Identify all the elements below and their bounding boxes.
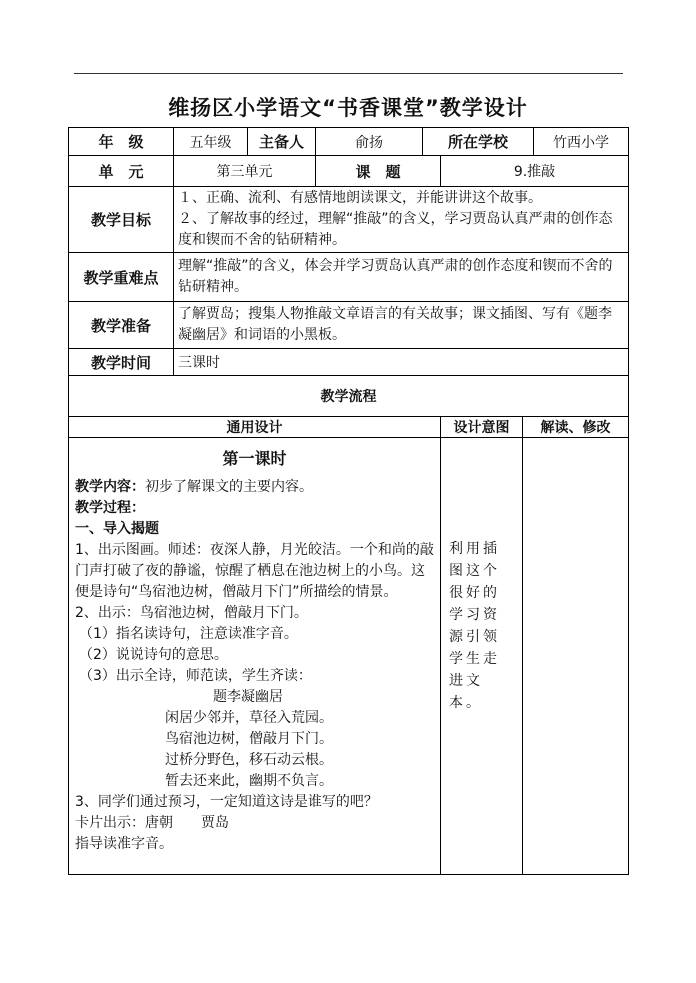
topic-value: 9.推敲 <box>441 156 629 187</box>
info-row-1 <box>69 128 629 156</box>
flow-heading: 教学流程 <box>69 376 629 417</box>
design-intent-content: 利用插图这个很好的学习资源引领学生走进文本。 <box>441 438 523 875</box>
flow-heading-row <box>69 376 629 417</box>
goal-item: ２、了解故事的经过，理解“推敲”的含义，学习贾岛认真严肃的创作态度和锲而不舍的钻研精神。 <box>178 211 613 248</box>
goals-label: 教学目标 <box>69 187 174 253</box>
lesson-plan-table <box>68 127 629 875</box>
goals-row <box>69 187 629 253</box>
preparation-row <box>69 302 629 349</box>
time-row <box>69 349 629 376</box>
general-design-content <box>69 438 441 875</box>
poem-line: 闲居少邻并，草径入荒园。 <box>165 710 333 726</box>
poem-line: 鸟宿池边树，僧敲月下门。 <box>165 731 333 747</box>
notes-content <box>523 438 629 875</box>
lesson-title: 第一课时 <box>222 449 287 468</box>
column-header-row <box>69 417 629 438</box>
key-points-row <box>69 253 629 302</box>
step-2-1: （1）指名读诗句，注意读准字音。 <box>79 626 298 642</box>
content-line <box>75 477 434 498</box>
info-row-2 <box>69 156 629 187</box>
grade-label: 年 级 <box>69 128 174 156</box>
step-2-2: （2）说说诗句的意思。 <box>79 647 228 663</box>
lesson-body-row <box>69 438 629 875</box>
preparer-label: 主备人 <box>248 128 316 156</box>
topic-label: 课 题 <box>316 156 441 187</box>
goals-content <box>174 187 629 253</box>
preparation-label: 教学准备 <box>69 302 174 349</box>
school-label: 所在学校 <box>423 128 534 156</box>
content-label: 教学内容： <box>75 479 145 495</box>
time-value: 三课时 <box>174 349 629 376</box>
design-intent-header: 设计意图 <box>441 417 523 438</box>
goal-item: １、正确、流利、有感情地朗读课文，并能讲讲这个故事。 <box>178 190 542 206</box>
guide-text: 指导读准字音。 <box>75 836 173 852</box>
poem-line: 过桥分野色，移石动云根。 <box>165 752 333 768</box>
poem-line: 暂去还来此，幽期不负言。 <box>165 773 333 789</box>
content-text: 初步了解课文的主要内容。 <box>145 479 313 495</box>
time-label: 教学时间 <box>69 349 174 376</box>
unit-label: 单 元 <box>69 156 174 187</box>
key-points-text: 理解“推敲”的含义，体会并学习贾岛认真严肃的创作态度和锲而不舍的钻研精神。 <box>174 253 629 302</box>
unit-value: 第三单元 <box>174 156 316 187</box>
poem-title: 题李凝幽居 <box>213 689 283 705</box>
card-text: 卡片出示：唐朝 贾岛 <box>75 815 229 831</box>
grade-value: 五年级 <box>174 128 248 156</box>
school-value: 竹西小学 <box>534 128 629 156</box>
step-2-3: （3）出示全诗，师范读，学生齐读： <box>79 668 312 684</box>
step-3: 3、同学们通过预习，一定知道这诗是谁写的吧？ <box>75 794 378 810</box>
section-heading: 一、导入揭题 <box>75 521 159 537</box>
process-label: 教学过程： <box>75 500 145 516</box>
key-points-label: 教学重难点 <box>69 253 174 302</box>
preparation-text: 了解贾岛；搜集人物推敲文章语言的有关故事；课文插图、写有《题李凝幽居》和词语的小黑板。 <box>174 302 629 349</box>
page-title: 维扬区小学语文“书香课堂”教学设计 <box>168 96 528 120</box>
general-design-header: 通用设计 <box>69 417 441 438</box>
preparer-value: 俞扬 <box>316 128 423 156</box>
step-1: 1、出示图画。师述：夜深人静，月光皎洁。一个和尚的敲门声打破了夜的静谧，惊醒了栖息在池边树上的小鸟。这便是诗句“鸟宿池边树，僧敲月下门”所描绘的情景。 <box>75 542 434 600</box>
notes-header: 解读、修改 <box>523 417 629 438</box>
step-2: 2、出示：鸟宿池边树，僧敲月下门。 <box>75 605 308 621</box>
header-rule <box>74 73 623 74</box>
